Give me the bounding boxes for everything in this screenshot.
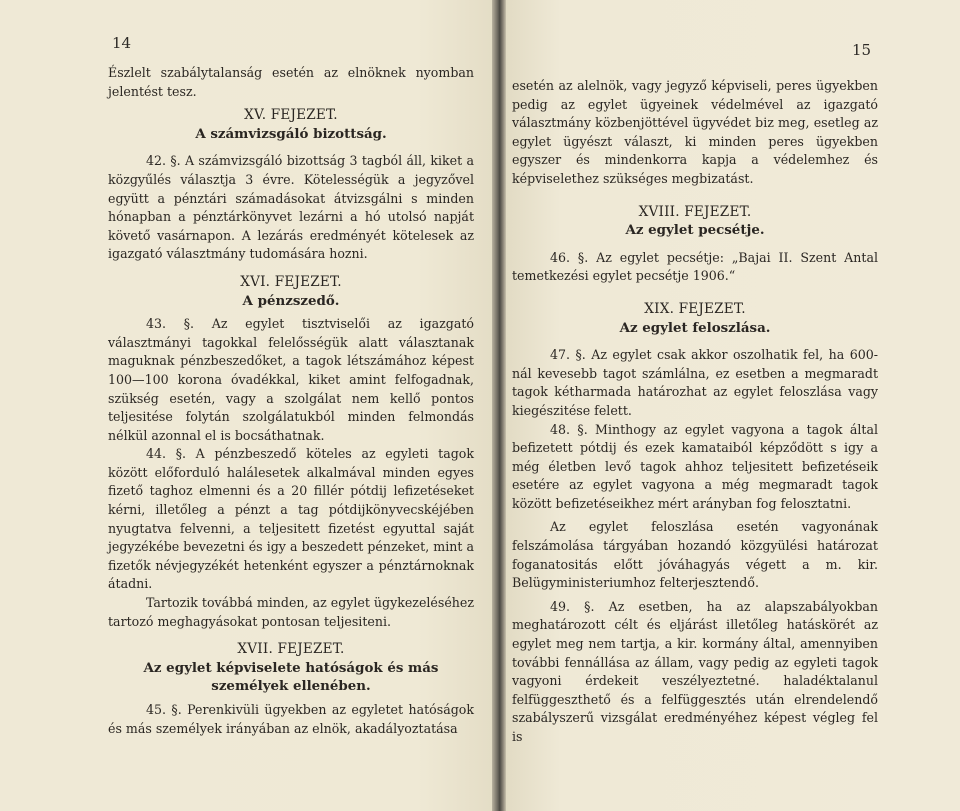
section-heading: Az egylet pecsétje. xyxy=(625,222,765,239)
paragraph: 47. §. Az egylet csak akkor oszolhatik fel, ha 600-nál kevesebb tagot számlálna, ez esetben a megmaradt tagok kétharmada határozhat az egylet feloszlása vagy kiegészitése felett. xyxy=(512,347,878,418)
section-heading: Az egylet képviselete hatóságok és más személyek ellenében. xyxy=(143,659,439,695)
page-number: 14 xyxy=(112,34,132,52)
book-gutter xyxy=(492,0,506,811)
paragraph: Az egylet feloszlása esetén vagyonának felszámolása tárgyában hozandó közgyülési határozat foganatositás előtt jóváhagyás végett a m. kir. Belügyministeriumhoz felterjesztendő. xyxy=(512,519,878,591)
paragraph: 45. §. Perenkivüli ügyekben az egyletet hatóságok és más személyek irányában az elnök, akadályoztatása xyxy=(108,702,474,736)
right-text-column xyxy=(512,77,878,747)
paragraph: 42. §. A számvizsgáló bizottság 3 tagból áll, kiket a közgyűlés választja 3 évre. Kötelességük a jegyzővel együtt a pénztári számadásokat átvizsgálni s minden hónapban a pénztárkönyvet lezárni a hó utolsó napját követő vasárnapon. A lezárás eredményét kötelesek az igazgató választmány tudomására hozni. xyxy=(108,153,474,262)
paragraph: esetén az alelnök, vagy jegyző képviseli, peres ügyekben pedig az egylet ügyeinek védelmével az igazgató választmány közbenjöttével ügyvédet biz meg, esetleg az egylet ügyészt választ, ki minden peres ügyekben egyszer és mindenkorra kapja a védelemhez és képviselethez szükséges megbizatást. xyxy=(512,78,878,186)
chapter-title: XVI. FEJEZET. xyxy=(240,273,342,290)
left-text-column xyxy=(108,64,474,738)
section-heading: Az egylet feloszlása. xyxy=(619,319,771,336)
chapter-title: XVII. FEJEZET. xyxy=(237,641,345,658)
chapter-title: XVIII. FEJEZET. xyxy=(638,203,752,220)
paragraph: Tartozik továbbá minden, az egylet ügykezeléséhez tartozó meghagyásokat pontosan teljesiteni. xyxy=(108,595,474,629)
paragraph: 46. §. Az egylet pecsétje: „Bajai II. Szent Antal temetkezési egylet pecsétje 1906.“ xyxy=(512,249,878,284)
paragraph: 43. §. Az egylet tisztviselői az igazgató választmányi tagokkal felelősségük alatt választanak maguknak pénzbeszedőket, a tagok létszámához képest 100—100 korona óvadékkal, kiket amint felfogadnak, szükség esetén, vagy a szolgálat nem kellő pontos teljesitése folytán szolgálatukból minden felmondás nélkül azonnal el is bocsáthatnak. xyxy=(108,316,474,443)
section-heading: A pénzszedő. xyxy=(242,292,340,309)
section-heading: A számvizsgáló bizottság. xyxy=(195,125,387,142)
chapter-title: XV. FEJEZET. xyxy=(244,107,338,124)
page-number: 15 xyxy=(852,41,872,59)
paragraph: 49. §. Az esetben, ha az alapszabályokban meghatározott célt és eljárást illetőleg hatáskörét az egylet meg nem tartja, a kir. kormány által, amennyiben további fennállása az állam, vagy pedig az egyleti tagok vagyoni érdekeit veszélyeztetné. haladéktalanul felfüggeszthető és a felfüggesztés után elrendelendő szabályszerű vizsgálat eredményéhez képest végleg fel is xyxy=(512,598,878,744)
paragraph: 44. §. A pénzbeszedő köteles az egyleti tagok között előforduló halálesetek alkalmával minden egyes fizető taghoz elmenni és a 20 fillér pótdij lefizetéseket kérni, illetőleg a pénzt a tag pótdijkönyvecskéjében nyugtatva felvenni, a teljesitett fizetést egyuttal saját jegyzékébe bevezetni és igy a beszedett pénzeket, mint a fizetők névjegyzékét hetenként egyszer a pénztárnoknak átadni. xyxy=(108,446,474,592)
paragraph: 48. §. Minthogy az egylet vagyona a tagok által befizetett pótdij és ezek kamataiból képződött s igy a még életben levő tagok ahhoz teljesitett befizetéseik esetére az egylet vagyona a még megmaradt tagok között befizetéseikhez mért arányban fog felosztatni. xyxy=(512,421,878,511)
chapter-title: XIX. FEJEZET. xyxy=(644,300,746,317)
paragraph: Észlelt szabálytalanság esetén az elnöknek nyomban jelentést tesz. xyxy=(108,65,474,99)
